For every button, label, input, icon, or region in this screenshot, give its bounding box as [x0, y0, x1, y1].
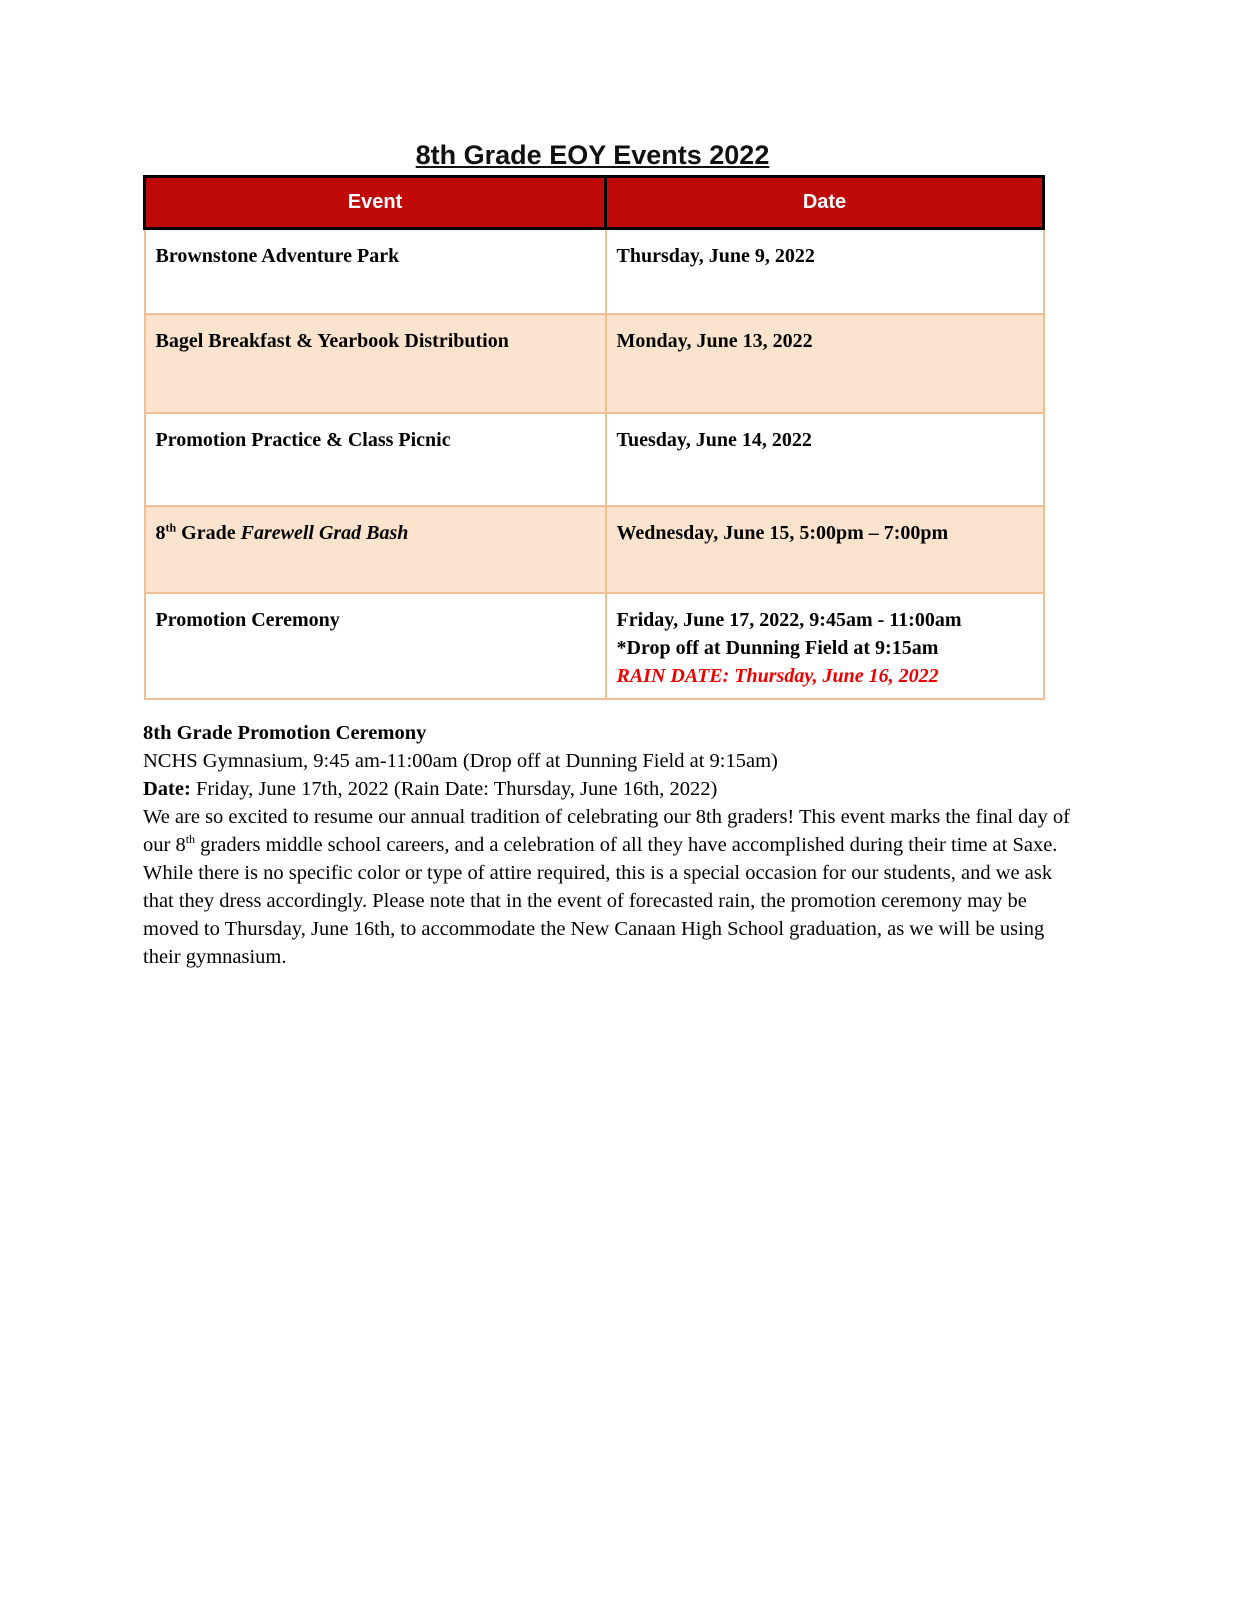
date-line-main: Friday, June 17, 2022, 9:45am - 11:00am — [616, 608, 962, 631]
date-line — [143, 775, 1079, 803]
table-row — [145, 229, 1044, 314]
event-cell: Promotion Practice & Class Picnic — [145, 413, 606, 506]
event-cell — [145, 506, 606, 593]
events-table-area — [143, 140, 1042, 700]
document-body — [143, 140, 1083, 971]
date-cell: Tuesday, June 14, 2022 — [606, 413, 1044, 506]
table-row — [145, 593, 1044, 699]
table-row — [145, 314, 1044, 413]
promotion-details-section — [143, 719, 1079, 971]
table-row — [145, 506, 1044, 593]
date-cell: Thursday, June 9, 2022 — [606, 229, 1044, 314]
events-table — [143, 175, 1045, 700]
body-paragraph — [143, 803, 1079, 971]
event-cell: Promotion Ceremony — [145, 593, 606, 699]
event-text: 8 — [155, 521, 166, 544]
table-row — [145, 413, 1044, 506]
ordinal-superscript: th — [185, 831, 196, 846]
page-title: 8th Grade EOY Events 2022 — [415, 140, 770, 170]
event-cell: Brownstone Adventure Park — [145, 229, 606, 314]
event-cell: Bagel Breakfast & Yearbook Distribution — [145, 314, 606, 413]
paragraph-text: graders middle school careers, and a celebration of all they have accomplished during their time at Saxe. While there is no specific color or type of attire required, this is a special occasion for our students, and we ask that they dress accordingly. Please note that in the event of forecasted rain, the promotion ceremony may be moved to Thursday, June 16th, to accommodate the New Canaan High School graduation, as we will be using their gymnasium. — [143, 833, 1058, 968]
date-cell: Wednesday, June 15, 5:00pm – 7:00pm — [606, 506, 1044, 593]
ordinal-superscript: th — [165, 519, 177, 534]
column-header-event: Event — [145, 177, 606, 229]
event-text-italic: Farewell Grad Bash — [240, 521, 409, 544]
date-line-dropoff: *Drop off at Dunning Field at 9:15am — [616, 636, 939, 659]
date-value: Friday, June 17th, 2022 (Rain Date: Thursday, June 16th, 2022) — [190, 777, 718, 800]
section-heading: 8th Grade Promotion Ceremony — [143, 721, 427, 744]
date-cell — [606, 593, 1044, 699]
paragraph-text: We are so excited to resume our annual tradition of celebrating our 8th graders! This event marks the final day of our 8 — [143, 805, 1070, 856]
date-label: Date: — [143, 777, 191, 800]
venue-line: NCHS Gymnasium, 9:45 am-11:00am (Drop off at Dunning Field at 9:15am) — [143, 749, 778, 772]
table-header-row — [145, 177, 1044, 229]
column-header-date: Date — [606, 177, 1044, 229]
date-cell: Monday, June 13, 2022 — [606, 314, 1044, 413]
rain-date-line: RAIN DATE: Thursday, June 16, 2022 — [616, 664, 939, 687]
event-text: Grade — [176, 521, 241, 544]
